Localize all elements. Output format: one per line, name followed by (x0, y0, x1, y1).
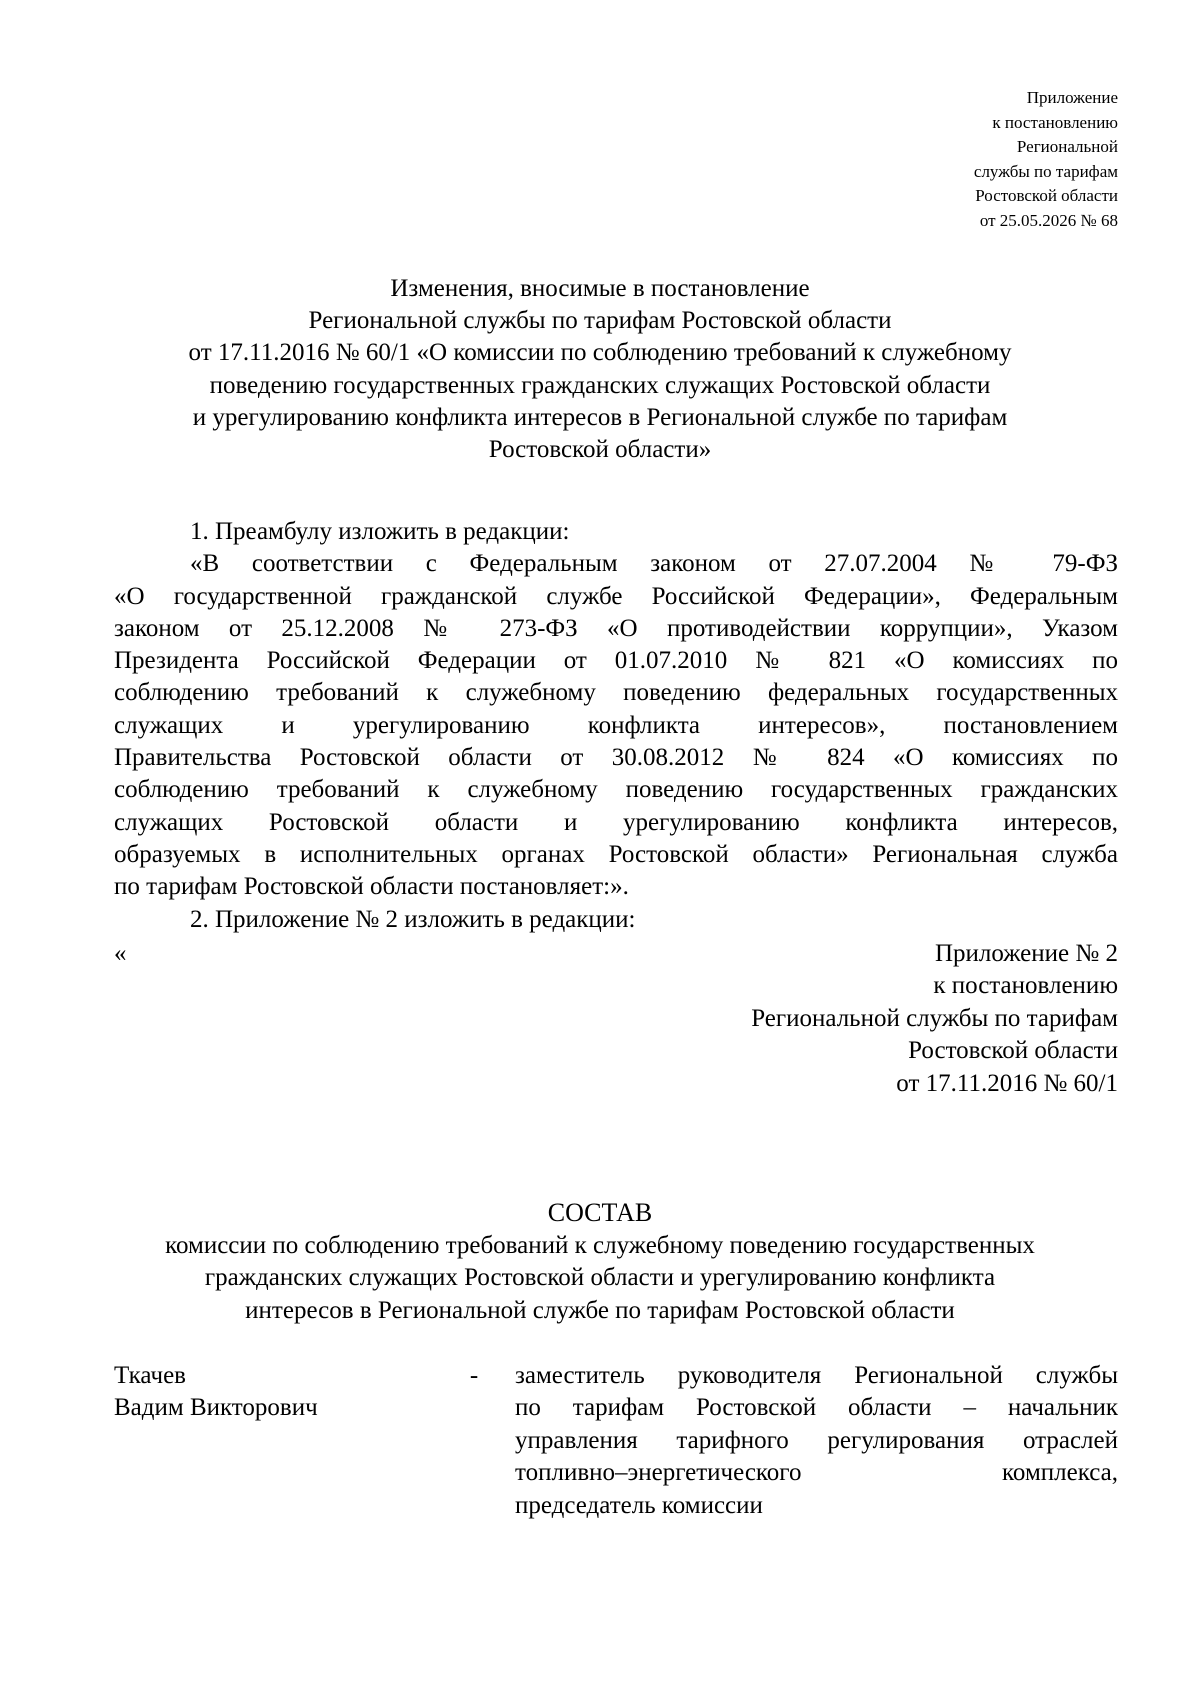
item-1-line: законом от 25.12.2008 № 273-ФЗ «О противодействии коррупции», Указом (114, 614, 1118, 642)
composition-heading (100, 1196, 1100, 1327)
appendix-2-line: Региональной службы по тарифам (751, 1004, 1118, 1032)
composition-line: интересов в Региональной службе по тарифам Ростовской области (245, 1296, 955, 1324)
composition-line: гражданских служащих Ростовской области и урегулированию конфликта (204, 1264, 996, 1292)
quote-open: « (114, 940, 127, 967)
member-given-name: Вадим Викторович (114, 1394, 318, 1422)
composition-line: комиссии по соблюдению требований к служебному поведению государственных (165, 1232, 1035, 1259)
item-2-heading: 2. Приложение № 2 изложить в редакции: (190, 905, 636, 933)
item-1-line: Правительства Ростовской области от 30.08.2012 № 824 «О комиссиях по (114, 744, 1118, 772)
member-role (515, 1360, 1118, 1522)
member-role-line: председатель комиссии (515, 1491, 763, 1519)
item-1-text (114, 548, 1118, 903)
composition-title: СОСТАВ (547, 1198, 653, 1227)
item-1-line: соблюдению требований к служебному поведению государственных гражданских (114, 776, 1118, 804)
item-1-line: «В соответствии с Федеральным законом от 27.07.2004 № 79-ФЗ (190, 550, 1118, 578)
item-1-line: соблюдению требований к служебному поведению федеральных государственных (114, 679, 1118, 707)
title-line: Изменения, вносимые в постановление (390, 275, 810, 302)
appendix-header (798, 86, 1118, 233)
member-role-line: топливно–энергетического комплекса, (515, 1459, 1118, 1487)
title-line: Региональной службы по тарифам Ростовской области (308, 307, 892, 335)
title-line: поведению государственных гражданских служащих Ростовской области (209, 371, 991, 399)
appendix-2-line: Приложение № 2 (934, 940, 1118, 967)
item-1-line: служащих Ростовской области и урегулированию конфликта интересов, (114, 808, 1118, 836)
appendix-2-line: Ростовской области (908, 1037, 1118, 1065)
item-1-line: по тарифам Ростовской области постановляет:». (114, 873, 629, 901)
item-1-line: служащих и урегулированию конфликта интересов», постановлением (114, 711, 1118, 739)
appendix-header-line: к постановлению (992, 112, 1118, 132)
item-1-heading: 1. Преамбулу изложить в редакции: (190, 518, 570, 545)
document-body (114, 516, 1118, 936)
appendix-header-line: Региональной (1016, 137, 1118, 156)
member-name (114, 1360, 434, 1425)
member-role-line: заместитель руководителя Региональной службы (515, 1362, 1118, 1389)
appendix-header-line: Приложение (1026, 88, 1118, 107)
member-surname: Ткачев (114, 1362, 186, 1389)
appendix-header-line: Ростовской области (975, 186, 1118, 205)
appendix-2-line: к постановлению (933, 972, 1118, 1000)
title-line: Ростовской области» (488, 436, 712, 464)
title-line: и урегулированию конфликта интересов в Региональной службе по тарифам (192, 403, 1008, 431)
appendix-2-header (618, 938, 1118, 1100)
title-line: от 17.11.2016 № 60/1 «О комиссии по соблюдению требований к служебному (188, 339, 1012, 367)
member-role-line: управления тарифного регулирования отраслей (515, 1426, 1118, 1454)
member-dash: - (469, 1362, 479, 1389)
member-role-line: по тарифам Ростовской области – начальник (515, 1394, 1118, 1422)
appendix-2-line: от 17.11.2016 № 60/1 (896, 1069, 1118, 1097)
item-1-line: Президента Российской Федерации от 01.07.2010 № 821 «О комиссиях по (114, 647, 1118, 675)
item-1-line: образуемых в исполнительных органах Ростовской области» Региональная служба (114, 840, 1118, 868)
appendix-header-line: от 25.05.2026 № 68 (979, 210, 1118, 230)
appendix-header-line: службы по тарифам (973, 161, 1118, 181)
document-title (100, 273, 1100, 466)
item-1-line: «О государственной гражданской службе Российской Федерации», Федеральным (114, 582, 1118, 610)
